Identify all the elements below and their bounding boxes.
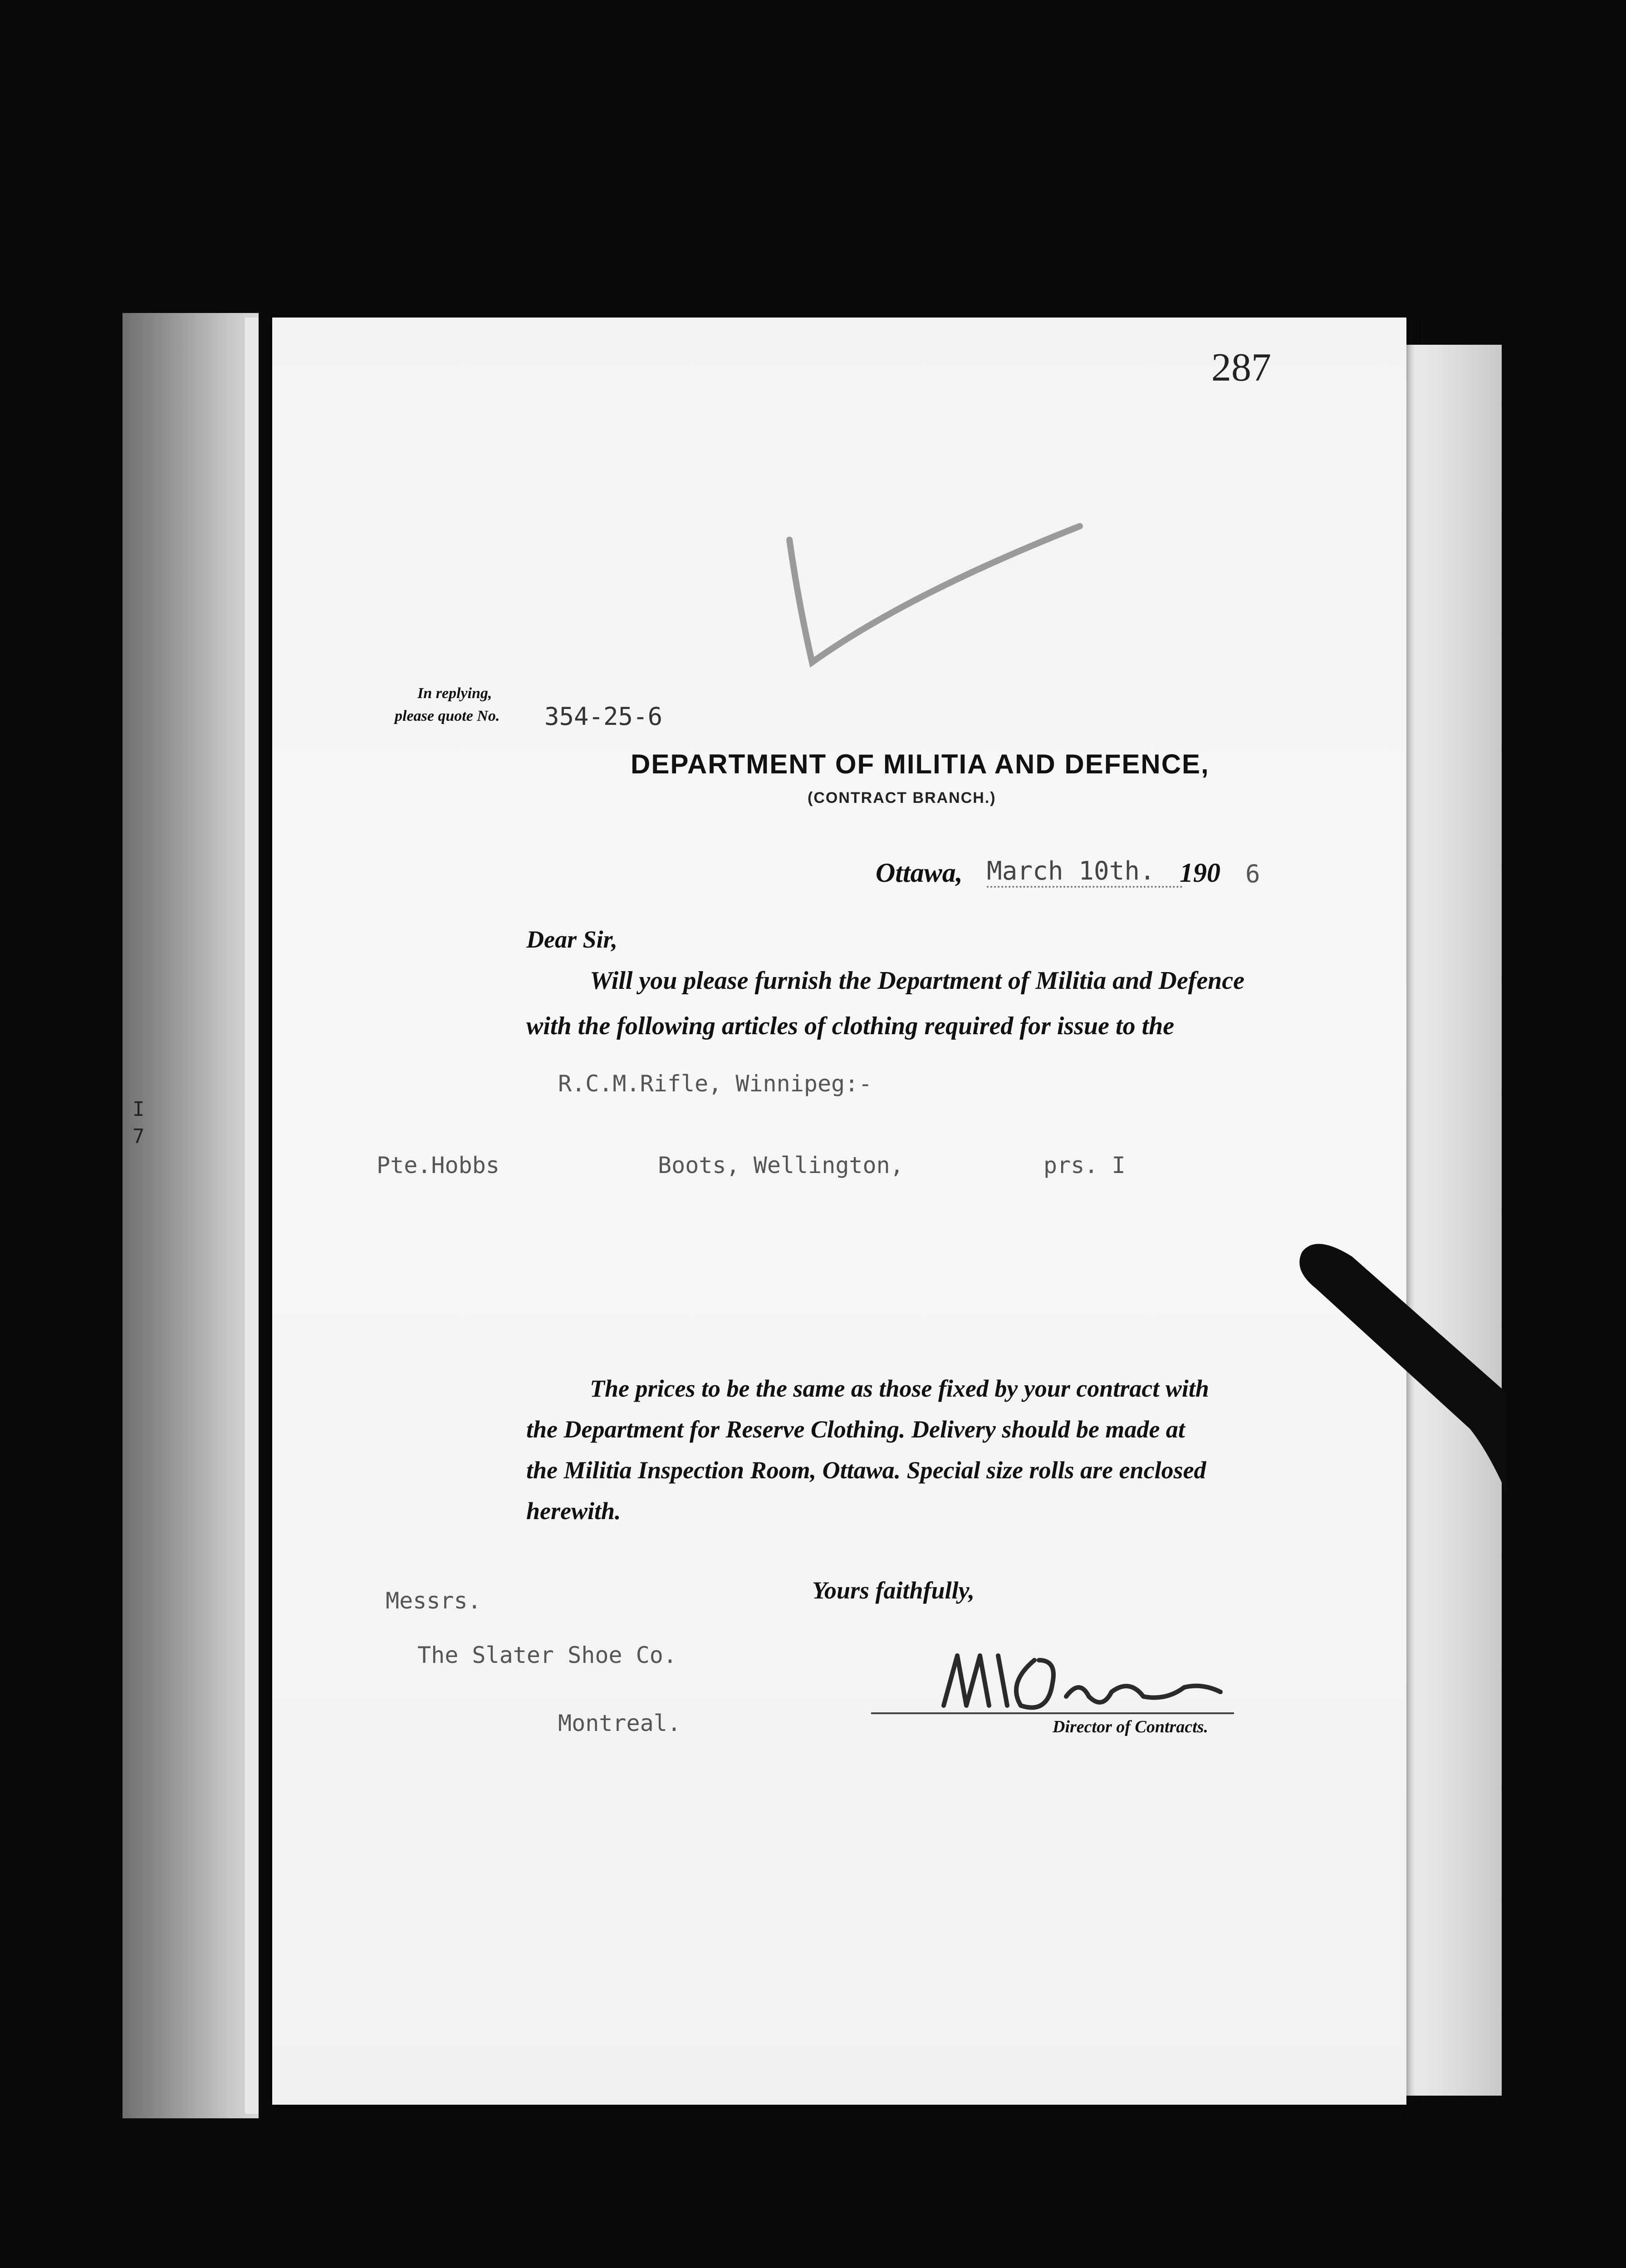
body-line: with the following articles of clothing required for issue to the — [526, 1012, 1175, 1040]
addressee-prefix: Messrs. — [386, 1588, 481, 1614]
addressee-city: Montreal. — [558, 1710, 681, 1736]
check-mark-icon — [771, 513, 1089, 676]
letter-page — [272, 318, 1406, 2105]
body-line: The prices to be the same as those fixed by your contract with — [590, 1375, 1209, 1402]
date-year-suffix: 6 — [1245, 860, 1260, 888]
reply-instruction: In replying, — [417, 685, 492, 702]
item-quantity: prs. I — [1043, 1152, 1126, 1178]
strip-mark: 7 — [132, 1125, 145, 1148]
previous-page-edge — [245, 318, 259, 2114]
next-page-strip — [1393, 345, 1502, 2096]
unit-name: R.C.M.Rifle, Winnipeg:- — [558, 1070, 872, 1097]
date-value: March 10th. — [987, 856, 1182, 888]
body-line: the Militia Inspection Room, Ottawa. Special size rolls are enclosed — [526, 1457, 1206, 1484]
page-number: 287 — [1211, 346, 1271, 390]
strip-mark: I — [132, 1098, 145, 1121]
reply-instruction: please quote No. — [395, 708, 500, 724]
salutation: Dear Sir, — [526, 926, 618, 953]
body-line: herewith. — [526, 1497, 621, 1525]
item-recipient: Pte.Hobbs — [377, 1152, 500, 1178]
date-city: Ottawa, — [876, 858, 963, 888]
signature-line — [871, 1712, 1234, 1714]
letterhead-title: DEPARTMENT OF MILITIA AND DEFENCE, — [631, 749, 1210, 779]
paper-knife-icon — [1298, 1238, 1506, 1501]
body-line: the Department for Reserve Clothing. Delivery should be made at — [526, 1416, 1185, 1443]
signatory-title: Director of Contracts. — [1053, 1717, 1209, 1736]
date-year: 190 — [1180, 858, 1220, 888]
closing: Yours faithfully, — [812, 1577, 975, 1604]
file-number: 354-25-6 — [544, 702, 663, 731]
letterhead-branch: (CONTRACT BRANCH.) — [808, 789, 996, 807]
body-line: Will you please furnish the Department of Militia and Defence — [590, 967, 1245, 995]
addressee-company: The Slater Shoe Co. — [417, 1642, 677, 1668]
item-article: Boots, Wellington, — [658, 1152, 904, 1178]
previous-page-strip — [122, 313, 259, 2118]
